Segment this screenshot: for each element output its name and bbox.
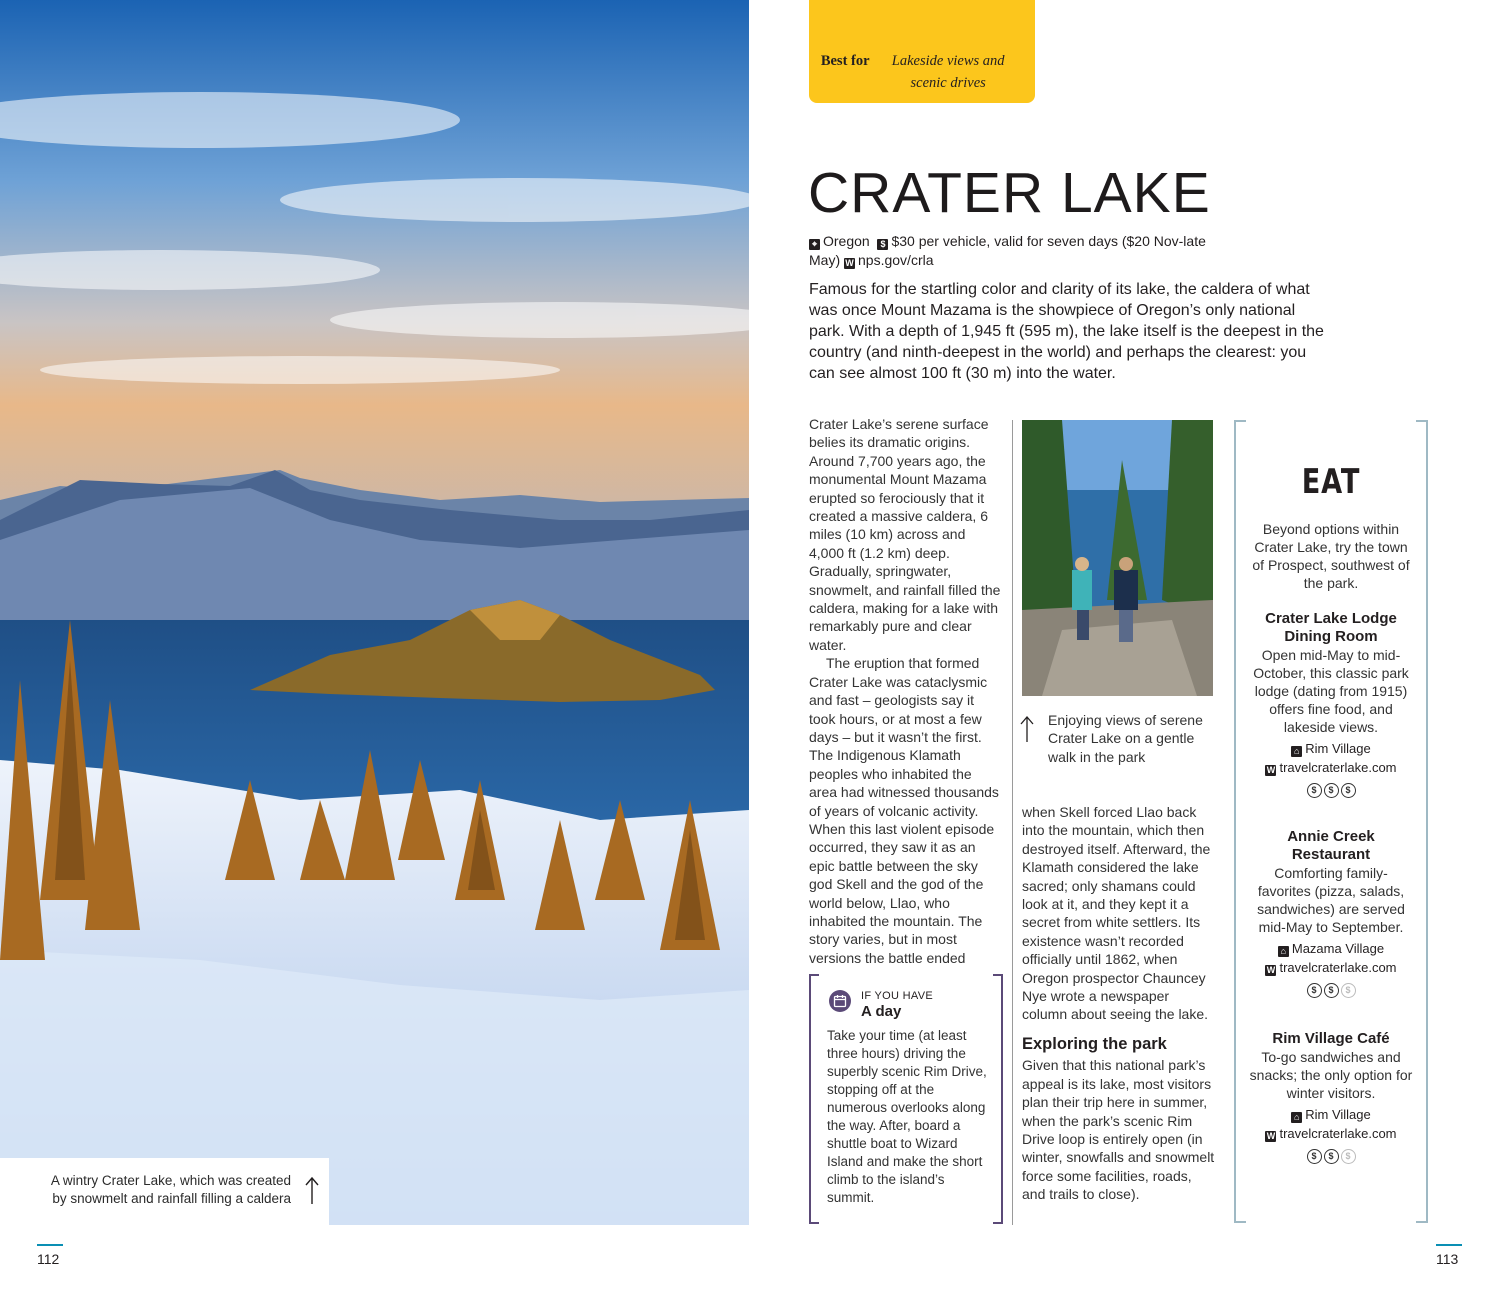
up-arrow-icon [1020, 715, 1034, 743]
dollar-coin-icon: $ [1341, 783, 1356, 798]
hikers-photo-caption: Enjoying views of serene Crater Lake on a gentle walk in the park [1048, 712, 1203, 765]
page-title: CRATER LAKE [808, 161, 1211, 225]
crater-lake-winter-photo [0, 0, 749, 1225]
fact-website: nps.gov/crla [858, 252, 934, 268]
price-rating [1307, 1149, 1356, 1164]
eat-place [1248, 828, 1414, 998]
body-paragraph: Crater Lake’s serene surface belies its dramatic origins. Around 7,700 years ago, the monumental Mount Mazama erupted so ferociously that it created a massive caldera, 6 miles (10 km) across and 4,000 ft (1.2 km) deep. Gradually, springwater, snowmelt, and rainfall filled the caldera, making for a lake with remarkably pure and clear water. [809, 416, 1001, 653]
address-icon: ⌂ [1278, 946, 1289, 957]
up-arrow-icon [305, 1176, 319, 1206]
eat-place-location: Rim Village [1305, 741, 1371, 756]
address-icon: ⌂ [1291, 1112, 1302, 1123]
aday-kicker: IF YOU HAVE [861, 990, 933, 1002]
location-pin-icon: ⌖ [809, 239, 820, 250]
eat-place-desc: Open mid-May to mid-October, this classic park lodge (dating from 1915) offers fine food, and lakeside views. [1253, 647, 1409, 735]
dollar-coin-icon: $ [1324, 1149, 1339, 1164]
eat-place-desc: To-go sandwiches and snacks; the only option for winter visitors. [1249, 1049, 1413, 1101]
eat-place-location: Rim Village [1305, 1107, 1371, 1122]
fact-fee: $30 per vehicle, valid for seven days ($20 Nov-late May) [809, 233, 1206, 268]
eat-place-location: Mazama Village [1291, 941, 1385, 956]
eat-place-desc: Comforting family-favorites (pizza, salads, sandwiches) are served mid-May to September. [1257, 865, 1405, 935]
body-column-1 [809, 415, 1003, 967]
eat-place-website: travelcraterlake.com [1279, 960, 1397, 975]
body-paragraph: The eruption that formed Crater Lake was cataclysmic and fast – geologists say it took hours, or at most a few days – but it wasn’t the first. The Indigenous Klamath peoples who inhabited the area had witnessed thousands of years of volcanic activity. When this last violent episode occurred, they saw it as an epic battle between the sky god Skell and the god of the world below, Llao, who inhabited the mountain. The story varies, but in most versions the battle ended [809, 655, 999, 966]
calendar-icon [829, 990, 851, 1012]
fact-location: Oregon [823, 233, 870, 249]
address-icon: ⌂ [1291, 746, 1302, 757]
column-divider [1012, 420, 1013, 1225]
dollar-coin-icon: $ [1324, 983, 1339, 998]
dollar-coin-icon: $ [1307, 983, 1322, 998]
aday-heading: A day [861, 1003, 902, 1020]
caption-text: A wintry Crater Lake, which was created by snowmelt and rainfall filling a caldera [50, 1173, 291, 1206]
dollar-coin-icon: $ [1307, 783, 1322, 798]
website-icon: W [1266, 965, 1276, 975]
aday-text: Take your time (at least three hours) driving the superbly scenic Rim Drive, stopping off at the numerous overlooks along the way. After, board a shuttle boat to Wizard Island and make the short climb to the island’s summit. [827, 1028, 987, 1205]
eat-title: EAT [1301, 462, 1361, 502]
eat-intro: Beyond options within Crater Lake, try the town of Prospect, southwest of the park. [1252, 521, 1410, 591]
eat-place-name: Crater Lake Lodge Dining Room [1265, 610, 1397, 645]
body-column-2 [1022, 803, 1217, 1204]
body-paragraph: when Skell forced Llao back into the mountain, which then destroyed itself. Afterward, the Klamath considered the lake sacred; only shamans could look at it, and they kept it a secret from white settlers. Its existence wasn’t recorded officially until 1862, when Oregon prospector Chauncey Nye wrote a newspaper column about seeing the lake. [1022, 804, 1211, 1023]
website-icon: W [1266, 1131, 1276, 1141]
eat-place [1248, 610, 1414, 798]
page-number-left: 112 [37, 1251, 59, 1267]
dollar-coin-icon: $ [1324, 783, 1339, 798]
photo-caption [0, 1158, 329, 1225]
fact-line [809, 232, 1229, 270]
section-heading: Exploring the park [1022, 1034, 1167, 1053]
dollar-coin-icon: $ [1341, 1149, 1356, 1164]
best-for-tab [809, 0, 1035, 103]
page-number-right: 113 [1436, 1251, 1458, 1267]
best-for-label: Best for [820, 53, 870, 69]
eat-place-name: Rim Village Café [1272, 1030, 1390, 1047]
ticket-icon: $ [877, 239, 888, 250]
if-you-have-a-day-box [809, 974, 1003, 1224]
price-rating [1307, 983, 1356, 998]
eat-place-name: Annie Creek Restaurant [1287, 828, 1375, 863]
website-icon: W [845, 258, 854, 268]
intro-paragraph: Famous for the startling color and clarity of its lake, the caldera of what was once Mount Mazama is the showpiece of Oregon’s only national park. With a depth of 1,945 ft (595 m), the lake itself is the deepest in the country (and ninth-deepest in the world) and perhaps the clearest: you can see almost 100 ft (30 m) into the water. [809, 281, 1324, 382]
dollar-coin-icon: $ [1341, 983, 1356, 998]
price-rating [1307, 783, 1356, 798]
eat-place [1248, 1030, 1414, 1164]
hikers-photo [1022, 420, 1213, 696]
best-for-value: Lakeside views and scenic drives [891, 53, 1005, 91]
website-icon: W [1266, 765, 1276, 775]
dollar-coin-icon: $ [1307, 1149, 1322, 1164]
body-paragraph: Given that this national park’s appeal is its lake, most visitors plan their trip here in summer, when the park’s scenic Rim Drive loop is entirely open (in winter, snowfalls and snowmelt force some facilities, roads, and trails to close). [1022, 1057, 1215, 1203]
eat-sidebar [1234, 420, 1428, 1223]
eat-place-website: travelcraterlake.com [1279, 760, 1397, 775]
eat-place-website: travelcraterlake.com [1279, 1126, 1397, 1141]
